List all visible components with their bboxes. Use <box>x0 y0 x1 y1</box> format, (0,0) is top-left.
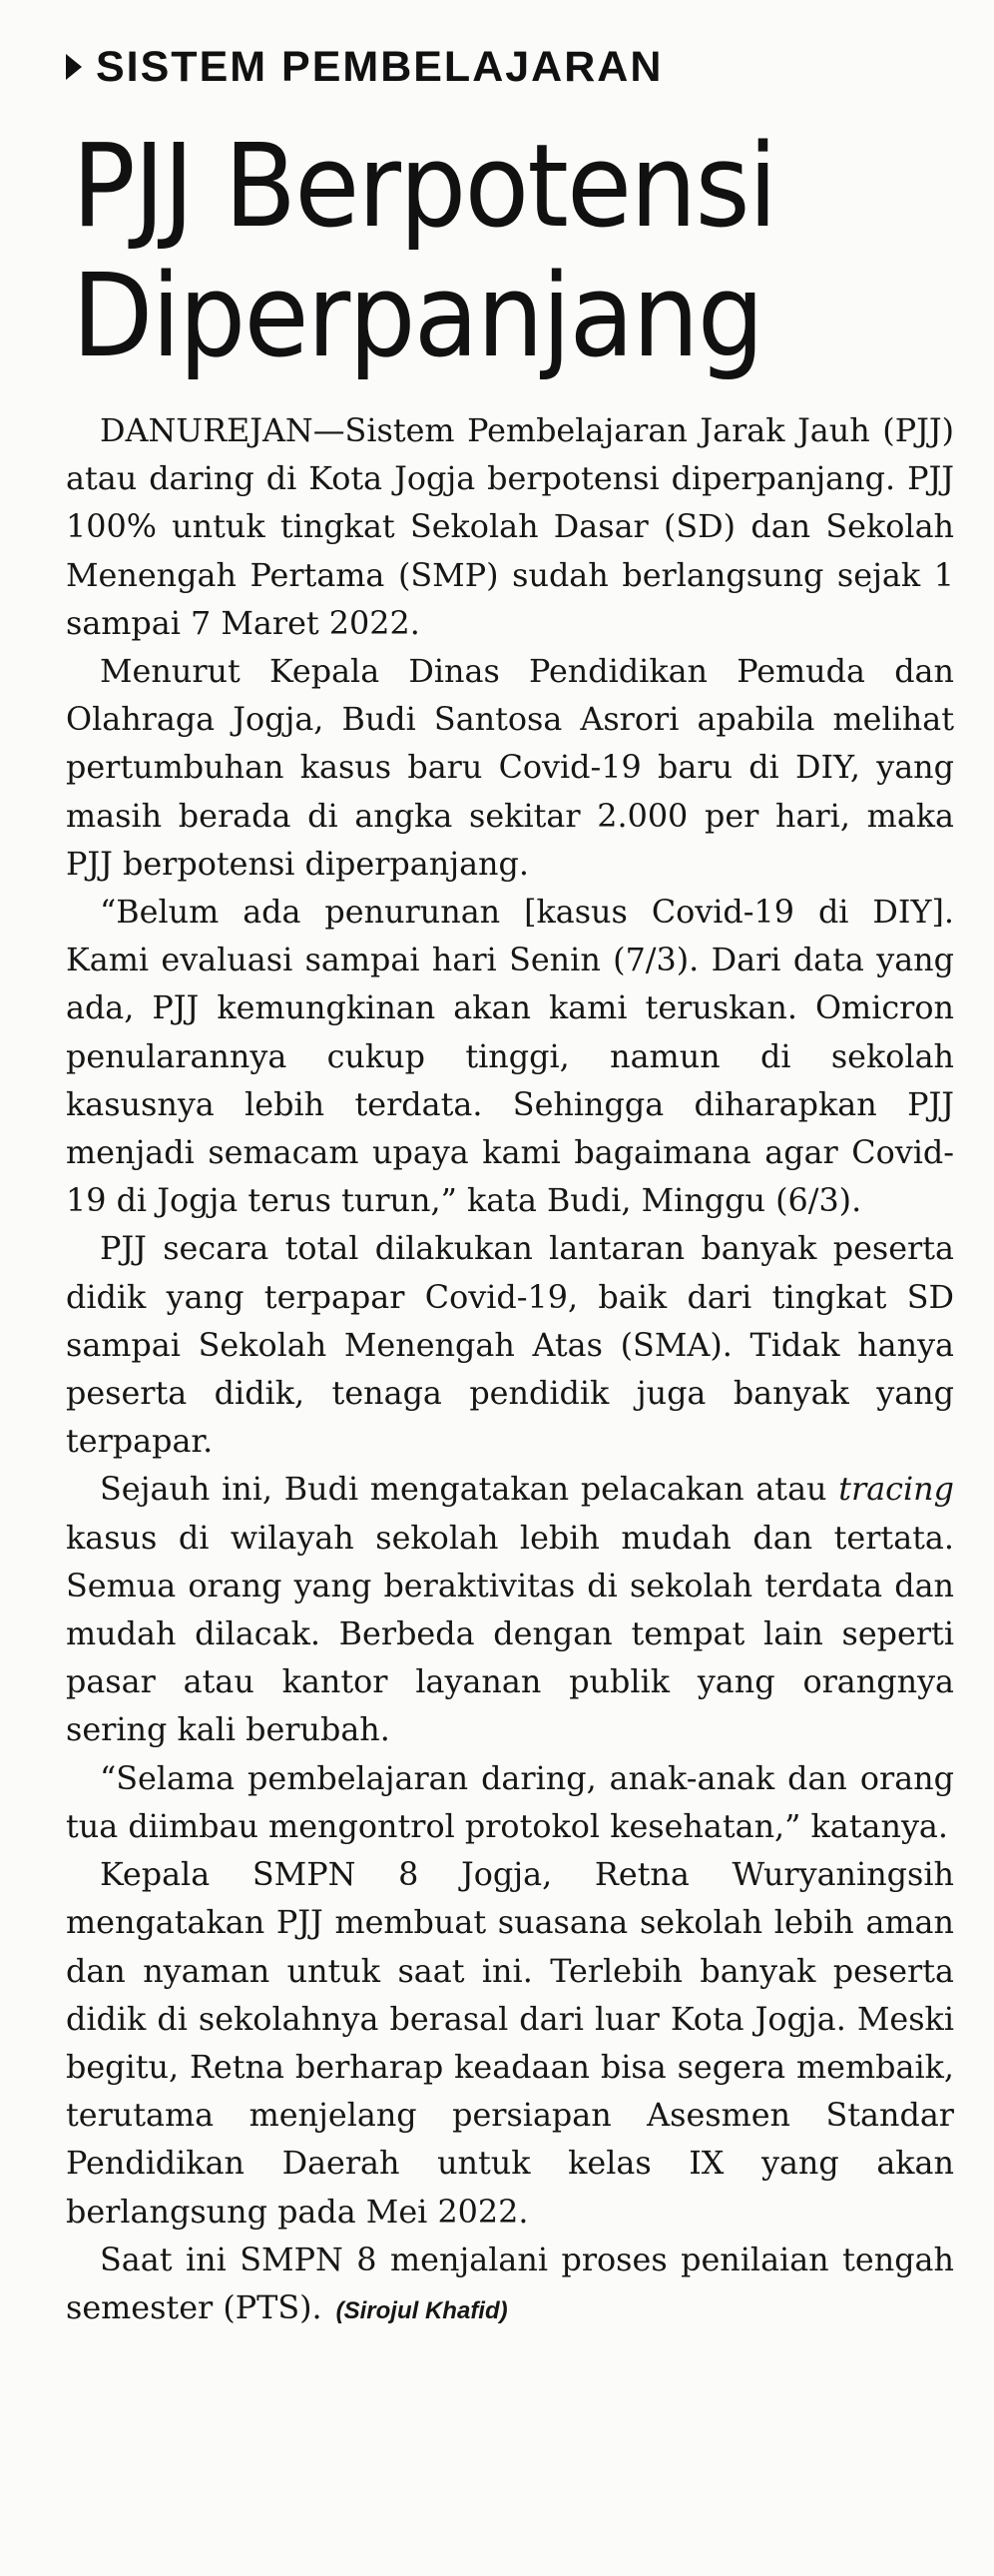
paragraph-5 <box>66 1466 954 1754</box>
paragraph-3: “Belum ada penurunan [kasus Covid-19 di DIY]. Kami evaluasi sampai hari Senin (7/3). Dari data yang ada, PJJ kemungkinan akan kami teruskan. Omicron penularannya cukup tinggi, namun di sekolah kasusnya lebih terdata. Sehingga diharapkan PJJ menjadi semacam upaya kami bagaimana agar Covid-19 di Jogja terus turun,” kata Budi, Minggu (6/3). <box>66 894 954 1220</box>
triangle-bullet-icon <box>66 54 82 80</box>
headline <box>72 122 883 381</box>
paragraph-8-text: Saat ini SMPN 8 menjalani proses penilaian tengah semester (PTS). <box>66 2241 954 2326</box>
headline-line-1: PJJ Berpotensi <box>72 120 776 254</box>
paragraph-5-end: kasus di wilayah sekolah lebih mudah dan tertata. Semua orang yang beraktivitas di sekolah terdata dan mudah dilacak. Berbeda dengan tempat lain seperti pasar atau kantor layanan publik yang orangnya sering kali berubah. <box>66 1519 954 1749</box>
paragraph-8 <box>66 2237 954 2335</box>
paragraph-2: Menurut Kepala Dinas Pendidikan Pemuda dan Olahraga Jogja, Budi Santosa Asrori apabila melihat pertumbuhan kasus baru Covid-19 baru di DIY, yang masih berada di angka sekitar 2.000 per hari, maka PJJ berpotensi diperpanjang. <box>66 653 954 883</box>
paragraph-4: PJJ secara total dilakukan lantaran banyak peserta didik yang terpapar Covid-19, baik dari tingkat SD sampai Sekolah Menengah Atas (SMA). Tidak hanya peserta didik, tenaga pendidik juga banyak yang terpapar. <box>66 1230 954 1461</box>
paragraph-5-italic: tracing <box>838 1471 954 1509</box>
author-byline: (Sirojul Khafid) <box>335 2296 508 2324</box>
paragraph-1: DANUREJAN—Sistem Pembelajaran Jarak Jauh (PJJ) atau daring di Kota Jogja berpotensi diperpanjang. PJJ 100% untuk tingkat Sekolah Dasar (SD) dan Sekolah Menengah Pertama (SMP) sudah berlangsung sejak 1 sampai 7 Maret 2022. <box>66 412 954 642</box>
paragraph-6: “Selama pembelajaran daring, anak-anak dan orang tua diimbau mengontrol protokol kesehatan,” katanya. <box>66 1759 954 1845</box>
section-kicker <box>66 34 954 100</box>
kicker-label: SISTEM PEMBELAJARAN <box>96 42 664 91</box>
paragraph-7: Kepala SMPN 8 Jogja, Retna Wuryaningsih mengatakan PJJ membuat suasana sekolah lebih aman dan nyaman untuk saat ini. Terlebih banyak peserta didik di sekolahnya berasal dari luar Kota Jogja. Meski begitu, Retna berharap keadaan bisa segera membaik, terutama menjelang persiapan Asesmen Standar Pendidikan Daerah untuk kelas IX yang akan berlangsung pada Mei 2022. <box>66 1856 954 2231</box>
paragraph-5-start: Sejauh ini, Budi mengatakan pelacakan atau <box>100 1471 839 1509</box>
headline-line-2: Diperpanjang <box>72 250 763 383</box>
article-body <box>66 407 954 2335</box>
